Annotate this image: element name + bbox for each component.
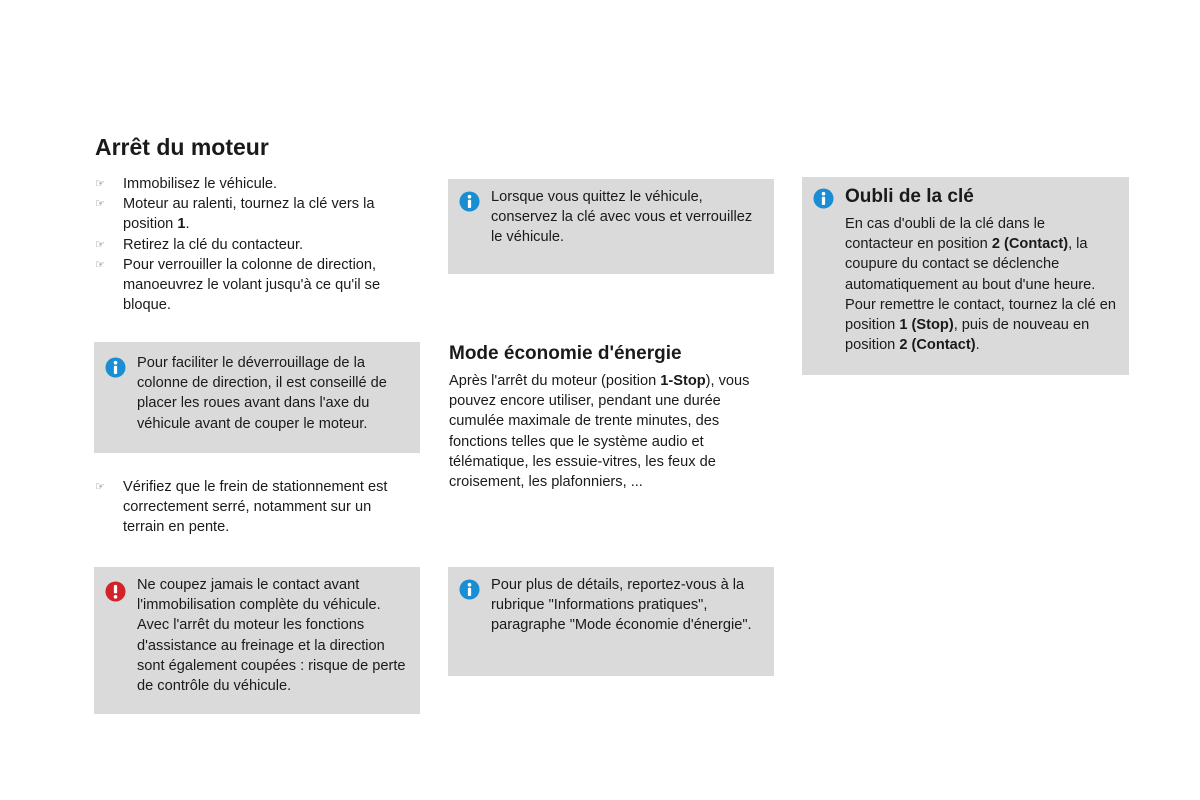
section-title-mode-economie: Mode économie d'énergie <box>449 343 682 364</box>
info-text: Pour faciliter le déverrouillage de la colonne de direction, il est conseillé de placer les roues avant dans l'axe du véhicule avant de couper le moteur. <box>137 355 387 432</box>
info-icon <box>459 579 480 600</box>
info-box-details <box>448 567 774 676</box>
info-icon <box>813 188 834 209</box>
info-box-steering <box>94 342 420 453</box>
steps-list <box>95 174 415 315</box>
list-item: ☞ Retirez la clé du contacteur. <box>95 235 415 255</box>
info-text: Pour plus de détails, reportez-vous à la rubrique "Informations pratiques", paragraphe "Mode économie d'énergie". <box>491 577 752 634</box>
list-item: ☞ Immobilisez le véhicule. <box>95 174 415 194</box>
warning-box <box>94 567 420 714</box>
exclamation-icon <box>105 581 126 602</box>
list-item: ☞ Pour verrouiller la colonne de direction, manoeuvrez le volant jusqu'à ce qu'il se bloque. <box>95 256 381 314</box>
warning-text: Ne coupez jamais le contact avant l'immobilisation complète du véhicule. Avec l'arrêt du moteur les fonctions d'assistance au freinage et la direction sont également coupées : risque de perte de contrôle du véhicule. <box>137 577 406 695</box>
pointing-hand-icon: ☞ <box>95 197 105 211</box>
info-text: Lorsque vous quittez le véhicule, conservez la clé avec vous et verrouillez le véhicule. <box>491 189 753 246</box>
mode-economie-body: Après l'arrêt du moteur (position 1-Stop), vous pouvez encore utiliser, pendant une durée cumulée maximale de trente minutes, des fonctions telles que le système audio et télématique, les essuie-vitres, les feux de croisement, les plafonniers, ... <box>449 373 750 491</box>
info-box-forgotten-key <box>802 177 1129 375</box>
pointing-hand-icon: ☞ <box>95 257 105 271</box>
oubli-cle-body: En cas d'oubli de la clé dans le contacteur en position 2 (Contact), la coupure du contact se déclenche automatiquement au bout d'une heure. Pour remettre le contact, tournez la clé en position 1 (Stop), puis de nouveau en position 2 (Contact). <box>845 216 1116 354</box>
info-icon <box>459 191 480 212</box>
list-item: ☞ Moteur au ralenti, tournez la clé vers la position 1. <box>95 196 375 233</box>
section-title-arret-moteur: Arrêt du moteur <box>95 134 269 160</box>
list-item: ☞ Vérifiez que le frein de stationnement est correctement serré, notamment sur un terrain en pente. <box>95 479 388 536</box>
info-icon <box>105 357 126 378</box>
pointing-hand-icon: ☞ <box>95 480 105 493</box>
parking-brake-list <box>95 477 415 538</box>
info-box-key <box>448 179 774 274</box>
pointing-hand-icon: ☞ <box>95 237 105 251</box>
pointing-hand-icon: ☞ <box>95 177 105 190</box>
section-title-oubli-cle: Oubli de la clé <box>845 186 974 207</box>
